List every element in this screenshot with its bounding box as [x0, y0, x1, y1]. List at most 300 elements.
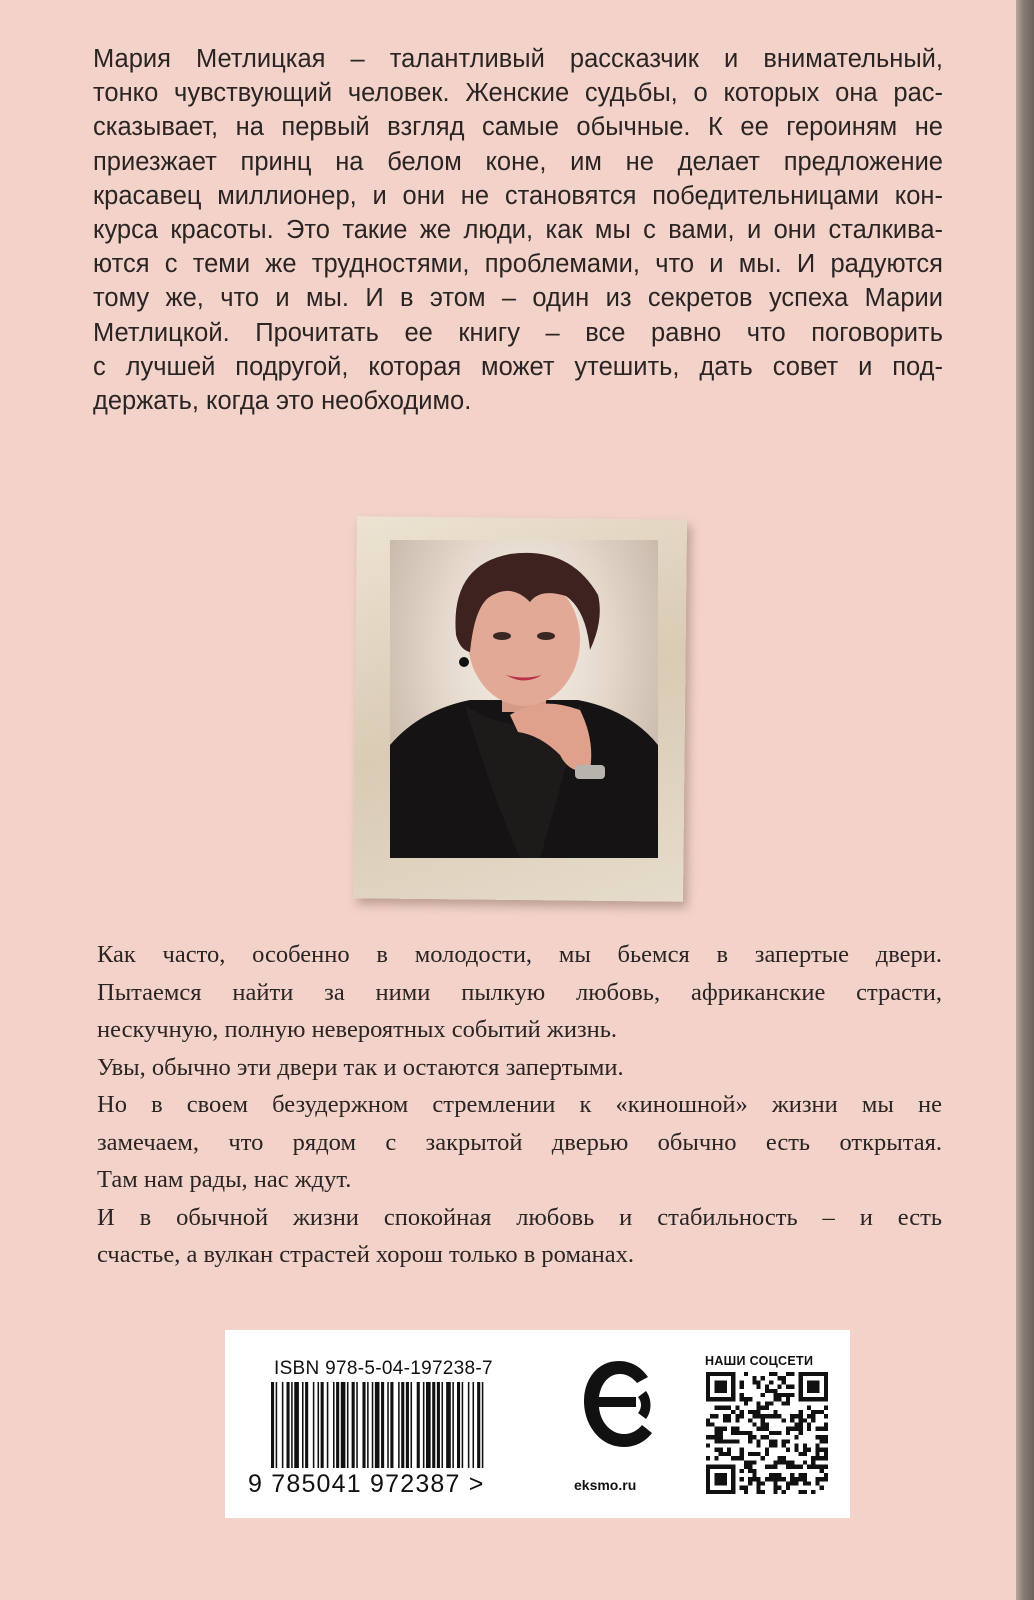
qr-module [773, 1477, 777, 1481]
barcode-bar [372, 1382, 374, 1468]
barcode-bar [468, 1382, 470, 1468]
barcode-bar [302, 1382, 304, 1468]
qr-module [761, 1456, 765, 1460]
qr-module [752, 1452, 756, 1456]
qr-module [803, 1418, 807, 1422]
qr-module [773, 1481, 777, 1485]
qr-module [748, 1465, 752, 1469]
qr-module [752, 1422, 756, 1426]
qr-module [773, 1486, 777, 1490]
qr-module [803, 1448, 807, 1452]
qr-module [740, 1452, 744, 1456]
qr-module [807, 1448, 811, 1452]
blurb-line: с лучшей подругой, которая может утешить, дать совет и под- [93, 352, 943, 381]
qr-module [744, 1372, 748, 1376]
blurb-line: тому же, что и мы. И в этом – один из секретов успеха Марии [93, 284, 943, 313]
qr-module [723, 1418, 727, 1422]
qr-module [756, 1439, 760, 1443]
qr-module [790, 1393, 794, 1397]
qr-module [820, 1456, 824, 1460]
qr-module [752, 1414, 756, 1418]
story-line: нескучную, полную невероятных событий жизнь. [97, 1016, 618, 1043]
barcode-bar [347, 1382, 349, 1468]
qr-module [723, 1414, 727, 1418]
blurb-line: приезжает принц на белом коне, им не делает предложение [93, 147, 943, 176]
ean-digits: 9 785041 972387 > [248, 1470, 485, 1498]
qr-module [761, 1414, 765, 1418]
qr-module [820, 1469, 824, 1473]
qr-module [748, 1460, 752, 1464]
qr-module [824, 1435, 828, 1439]
barcode-bar [375, 1382, 380, 1468]
qr-module [786, 1385, 790, 1389]
qr-module [803, 1460, 807, 1464]
qr-module [731, 1393, 735, 1397]
qr-module [778, 1431, 782, 1435]
qr-module [782, 1380, 786, 1384]
qr-module [761, 1481, 765, 1485]
qr-module [706, 1397, 710, 1401]
qr-module [820, 1410, 824, 1414]
qr-module [752, 1376, 756, 1380]
qr-module [769, 1465, 773, 1469]
qr-module [773, 1372, 777, 1376]
qr-module [756, 1401, 760, 1405]
qr-module [811, 1410, 815, 1414]
story-line: Увы, обычно эти двери так и остаются запертыми. [97, 1053, 624, 1081]
qr-module [714, 1439, 718, 1443]
qr-module [824, 1439, 828, 1443]
qr-module [706, 1456, 710, 1460]
qr-module [731, 1372, 735, 1376]
qr-module [824, 1422, 828, 1426]
qr-module [714, 1389, 718, 1393]
qr-module [706, 1372, 710, 1376]
barcode-bar [417, 1382, 420, 1468]
barcode-bar [426, 1382, 431, 1468]
qr-module [824, 1427, 828, 1431]
qr-module [714, 1385, 718, 1389]
qr-module [723, 1406, 727, 1410]
qr-module [807, 1481, 811, 1485]
qr-module [794, 1414, 798, 1418]
qr-module [803, 1397, 807, 1401]
qr-module [719, 1473, 723, 1477]
qr-module [799, 1477, 803, 1481]
qr-module [723, 1452, 727, 1456]
story-summary [97, 936, 942, 1274]
barcode-bar [327, 1382, 329, 1468]
barcode-bar [473, 1382, 475, 1468]
qr-module [782, 1444, 786, 1448]
qr-module [714, 1481, 718, 1485]
qr-module [786, 1486, 790, 1490]
qr-module [782, 1460, 786, 1464]
qr-module [794, 1448, 798, 1452]
qr-module [769, 1477, 773, 1481]
barcode-bar [367, 1382, 369, 1468]
qr-module [756, 1406, 760, 1410]
qr-module [719, 1385, 723, 1389]
qr-module [723, 1481, 727, 1485]
qr-module [731, 1477, 735, 1481]
qr-module [731, 1486, 735, 1490]
story-line: И в обычной жизни спокойная любовь и стабильность – и есть [97, 1203, 942, 1231]
qr-module [735, 1427, 739, 1431]
qr-module [803, 1490, 807, 1494]
qr-module [744, 1431, 748, 1435]
qr-module [740, 1393, 744, 1397]
qr-module [748, 1431, 752, 1435]
story-line: замечаем, что рядом с закрытой дверью обычно есть открытая. [97, 1128, 942, 1156]
qr-module [719, 1435, 723, 1439]
qr-module [790, 1481, 794, 1485]
qr-module [765, 1452, 769, 1456]
qr-module [706, 1444, 710, 1448]
qr-module [761, 1393, 765, 1397]
author-photo [390, 540, 658, 858]
qr-module [761, 1427, 765, 1431]
qr-module [765, 1406, 769, 1410]
qr-module [748, 1469, 752, 1473]
barcode-bar [387, 1382, 389, 1468]
qr-module [786, 1401, 790, 1405]
qr-module [731, 1473, 735, 1477]
qr-module [769, 1431, 773, 1435]
qr-module [824, 1389, 828, 1393]
barcode-bar [305, 1382, 308, 1468]
qr-module [714, 1465, 718, 1469]
qr-module [744, 1401, 748, 1405]
qr-module [794, 1422, 798, 1426]
qr-module [773, 1439, 777, 1443]
barcode-bar [411, 1382, 413, 1468]
qr-module [731, 1439, 735, 1443]
qr-module [719, 1452, 723, 1456]
qr-module [731, 1410, 735, 1414]
qr-module [782, 1401, 786, 1405]
qr-module [799, 1410, 803, 1414]
qr-module [727, 1490, 731, 1494]
qr-module [731, 1490, 735, 1494]
qr-module [824, 1448, 828, 1452]
qr-module [786, 1397, 790, 1401]
qr-module [790, 1465, 794, 1469]
qr-module [782, 1376, 786, 1380]
qr-module [756, 1414, 760, 1418]
qr-module [782, 1490, 786, 1494]
qr-module [752, 1477, 756, 1481]
qr-module [820, 1477, 824, 1481]
qr-module [727, 1372, 731, 1376]
qr-module [773, 1431, 777, 1435]
qr-module [752, 1460, 756, 1464]
qr-module [744, 1490, 748, 1494]
qr-module [799, 1465, 803, 1469]
qr-module [786, 1448, 790, 1452]
qr-module [790, 1460, 794, 1464]
qr-module [820, 1486, 824, 1490]
qr-module [765, 1448, 769, 1452]
qr-module [714, 1397, 718, 1401]
qr-module [735, 1406, 739, 1410]
qr-module [765, 1385, 769, 1389]
qr-module [824, 1380, 828, 1384]
qr-module [719, 1439, 723, 1443]
story-line: Но в своем безудержном стремлении к «киношной» жизни мы не [97, 1091, 942, 1118]
qr-module [815, 1481, 819, 1485]
qr-module [778, 1486, 782, 1490]
blurb-line: Мария Метлицкая – талантливый рассказчик и внимательный, [93, 45, 943, 73]
qr-module [769, 1439, 773, 1443]
qr-module [723, 1477, 727, 1481]
blurb-line: красавец миллионер, и они не становятся победительницами кон- [93, 181, 943, 210]
qr-module [756, 1452, 760, 1456]
qr-module [778, 1385, 782, 1389]
qr-module [790, 1477, 794, 1481]
qr-module [765, 1414, 769, 1418]
qr-module [815, 1427, 819, 1431]
qr-module [786, 1431, 790, 1435]
barcode-bar [432, 1382, 435, 1468]
social-networks-label: НАШИ СОЦСЕТИ [705, 1354, 814, 1368]
barcode-bar [336, 1382, 339, 1468]
qr-module [824, 1473, 828, 1477]
qr-module [807, 1465, 811, 1469]
qr-module [710, 1422, 714, 1426]
qr-module [706, 1422, 710, 1426]
qr-module [731, 1397, 735, 1401]
qr-module [714, 1490, 718, 1494]
qr-module [756, 1427, 760, 1431]
qr-module [740, 1486, 744, 1490]
qr-module [735, 1414, 739, 1418]
blurb-line: сказывает, на первый взгляд самые обычные. К ее героиням не [93, 113, 943, 142]
qr-module [731, 1376, 735, 1380]
qr-module [794, 1427, 798, 1431]
qr-module [761, 1418, 765, 1422]
qr-module [706, 1473, 710, 1477]
qr-module [803, 1444, 807, 1448]
qr-module [773, 1490, 777, 1494]
qr-module [824, 1397, 828, 1401]
barcode-bar [442, 1382, 444, 1468]
qr-module [748, 1481, 752, 1485]
qr-module [731, 1389, 735, 1393]
qr-module [744, 1460, 748, 1464]
qr-module [824, 1465, 828, 1469]
qr-module [744, 1486, 748, 1490]
qr-module [807, 1406, 811, 1410]
barcode-bar [482, 1382, 484, 1468]
barcode-bar [271, 1382, 274, 1468]
qr-module [790, 1414, 794, 1418]
barcode-bar [362, 1382, 365, 1468]
qr-module [748, 1418, 752, 1422]
blurb-line: ются с теми же трудностями, проблемами, что и мы. И радуются [93, 250, 943, 279]
qr-module [811, 1418, 815, 1422]
qr-module [748, 1397, 752, 1401]
barcode-bar [462, 1382, 464, 1468]
qr-module [740, 1477, 744, 1481]
qr-module [769, 1372, 773, 1376]
qr-module [756, 1477, 760, 1481]
qr-module [824, 1372, 828, 1376]
qr-module [769, 1380, 773, 1384]
qr-module [723, 1385, 727, 1389]
qr-module [803, 1481, 807, 1485]
qr-module [706, 1389, 710, 1393]
qr-module [824, 1414, 828, 1418]
qr-module [756, 1385, 760, 1389]
qr-module [735, 1431, 739, 1435]
qr-module [803, 1473, 807, 1477]
qr-module [744, 1465, 748, 1469]
qr-module [714, 1435, 718, 1439]
qr-module [731, 1385, 735, 1389]
author-blurb [93, 42, 943, 418]
qr-module [756, 1490, 760, 1494]
qr-module [740, 1385, 744, 1389]
qr-module [815, 1444, 819, 1448]
qr-module [731, 1469, 735, 1473]
qr-module [815, 1380, 819, 1384]
qr-module [815, 1477, 819, 1481]
qr-module [714, 1372, 718, 1376]
qr-module [740, 1456, 744, 1460]
qr-module [786, 1465, 790, 1469]
qr-module [811, 1380, 815, 1384]
qr-module [752, 1473, 756, 1477]
qr-module [824, 1393, 828, 1397]
qr-module [799, 1431, 803, 1435]
qr-module [824, 1406, 828, 1410]
qr-module [727, 1397, 731, 1401]
barcode-bar [406, 1382, 409, 1468]
qr-module [756, 1444, 760, 1448]
qr-module [714, 1456, 718, 1460]
qr-module [815, 1452, 819, 1456]
qr-module [773, 1410, 777, 1414]
qr-module [719, 1406, 723, 1410]
qr-module [723, 1465, 727, 1469]
qr-module [799, 1389, 803, 1393]
qr-module [811, 1385, 815, 1389]
qr-module [799, 1414, 803, 1418]
qr-module [820, 1435, 824, 1439]
qr-module [769, 1444, 773, 1448]
qr-module [773, 1444, 777, 1448]
qr-module [756, 1380, 760, 1384]
qr-module [719, 1380, 723, 1384]
qr-module [761, 1422, 765, 1426]
blurb-line: курса красоты. Это такие же люди, как мы с вами, и они сталкива- [93, 216, 943, 245]
qr-module [710, 1414, 714, 1418]
qr-module [765, 1477, 769, 1481]
qr-module [811, 1372, 815, 1376]
qr-module [723, 1380, 727, 1384]
qr-module [786, 1481, 790, 1485]
qr-module [807, 1385, 811, 1389]
qr-module [740, 1448, 744, 1452]
qr-module [790, 1418, 794, 1422]
qr-module [820, 1372, 824, 1376]
barcode-bar [356, 1382, 358, 1468]
qr-module [719, 1490, 723, 1494]
qr-module [727, 1452, 731, 1456]
qr-module [769, 1401, 773, 1405]
qr-module [799, 1490, 803, 1494]
qr-module [740, 1397, 744, 1401]
story-line: Там нам рады, нас ждут. [97, 1166, 352, 1193]
qr-module [714, 1406, 718, 1410]
qr-module [799, 1385, 803, 1389]
qr-module [710, 1465, 714, 1469]
qr-code [706, 1372, 828, 1494]
barcode-bar [313, 1382, 315, 1468]
qr-module [773, 1393, 777, 1397]
qr-module [723, 1439, 727, 1443]
qr-module [811, 1460, 815, 1464]
qr-module [811, 1389, 815, 1393]
qr-module [815, 1456, 819, 1460]
eksmo-logo-icon [580, 1355, 658, 1453]
qr-module [799, 1422, 803, 1426]
qr-module [706, 1385, 710, 1389]
qr-module [765, 1401, 769, 1405]
qr-module [824, 1452, 828, 1456]
qr-module [815, 1410, 819, 1414]
qr-module [799, 1376, 803, 1380]
qr-module [782, 1418, 786, 1422]
qr-module [778, 1460, 782, 1464]
qr-module [778, 1397, 782, 1401]
qr-module [706, 1490, 710, 1494]
qr-module [807, 1389, 811, 1393]
qr-module [748, 1477, 752, 1481]
qr-module [719, 1372, 723, 1376]
qr-module [790, 1372, 794, 1376]
qr-module [807, 1422, 811, 1426]
qr-module [727, 1439, 731, 1443]
qr-module [799, 1372, 803, 1376]
qr-module [778, 1456, 782, 1460]
qr-module [769, 1473, 773, 1477]
qr-module [727, 1465, 731, 1469]
qr-module [807, 1414, 811, 1418]
publisher-url: eksmo.ru [574, 1477, 637, 1493]
qr-module [815, 1397, 819, 1401]
qr-module [799, 1473, 803, 1477]
qr-module [752, 1469, 756, 1473]
qr-module [778, 1477, 782, 1481]
qr-module [710, 1397, 714, 1401]
qr-module [794, 1477, 798, 1481]
qr-module [778, 1393, 782, 1397]
qr-module [807, 1372, 811, 1376]
qr-module [719, 1477, 723, 1481]
qr-module [727, 1406, 731, 1410]
qr-module [782, 1456, 786, 1460]
barcode-bar [477, 1382, 480, 1468]
qr-module [773, 1465, 777, 1469]
qr-module [773, 1389, 777, 1393]
qr-module [714, 1477, 718, 1481]
qr-module [799, 1393, 803, 1397]
barcode-bar [321, 1382, 324, 1468]
qr-module [769, 1389, 773, 1393]
barcode-bar [352, 1382, 355, 1468]
